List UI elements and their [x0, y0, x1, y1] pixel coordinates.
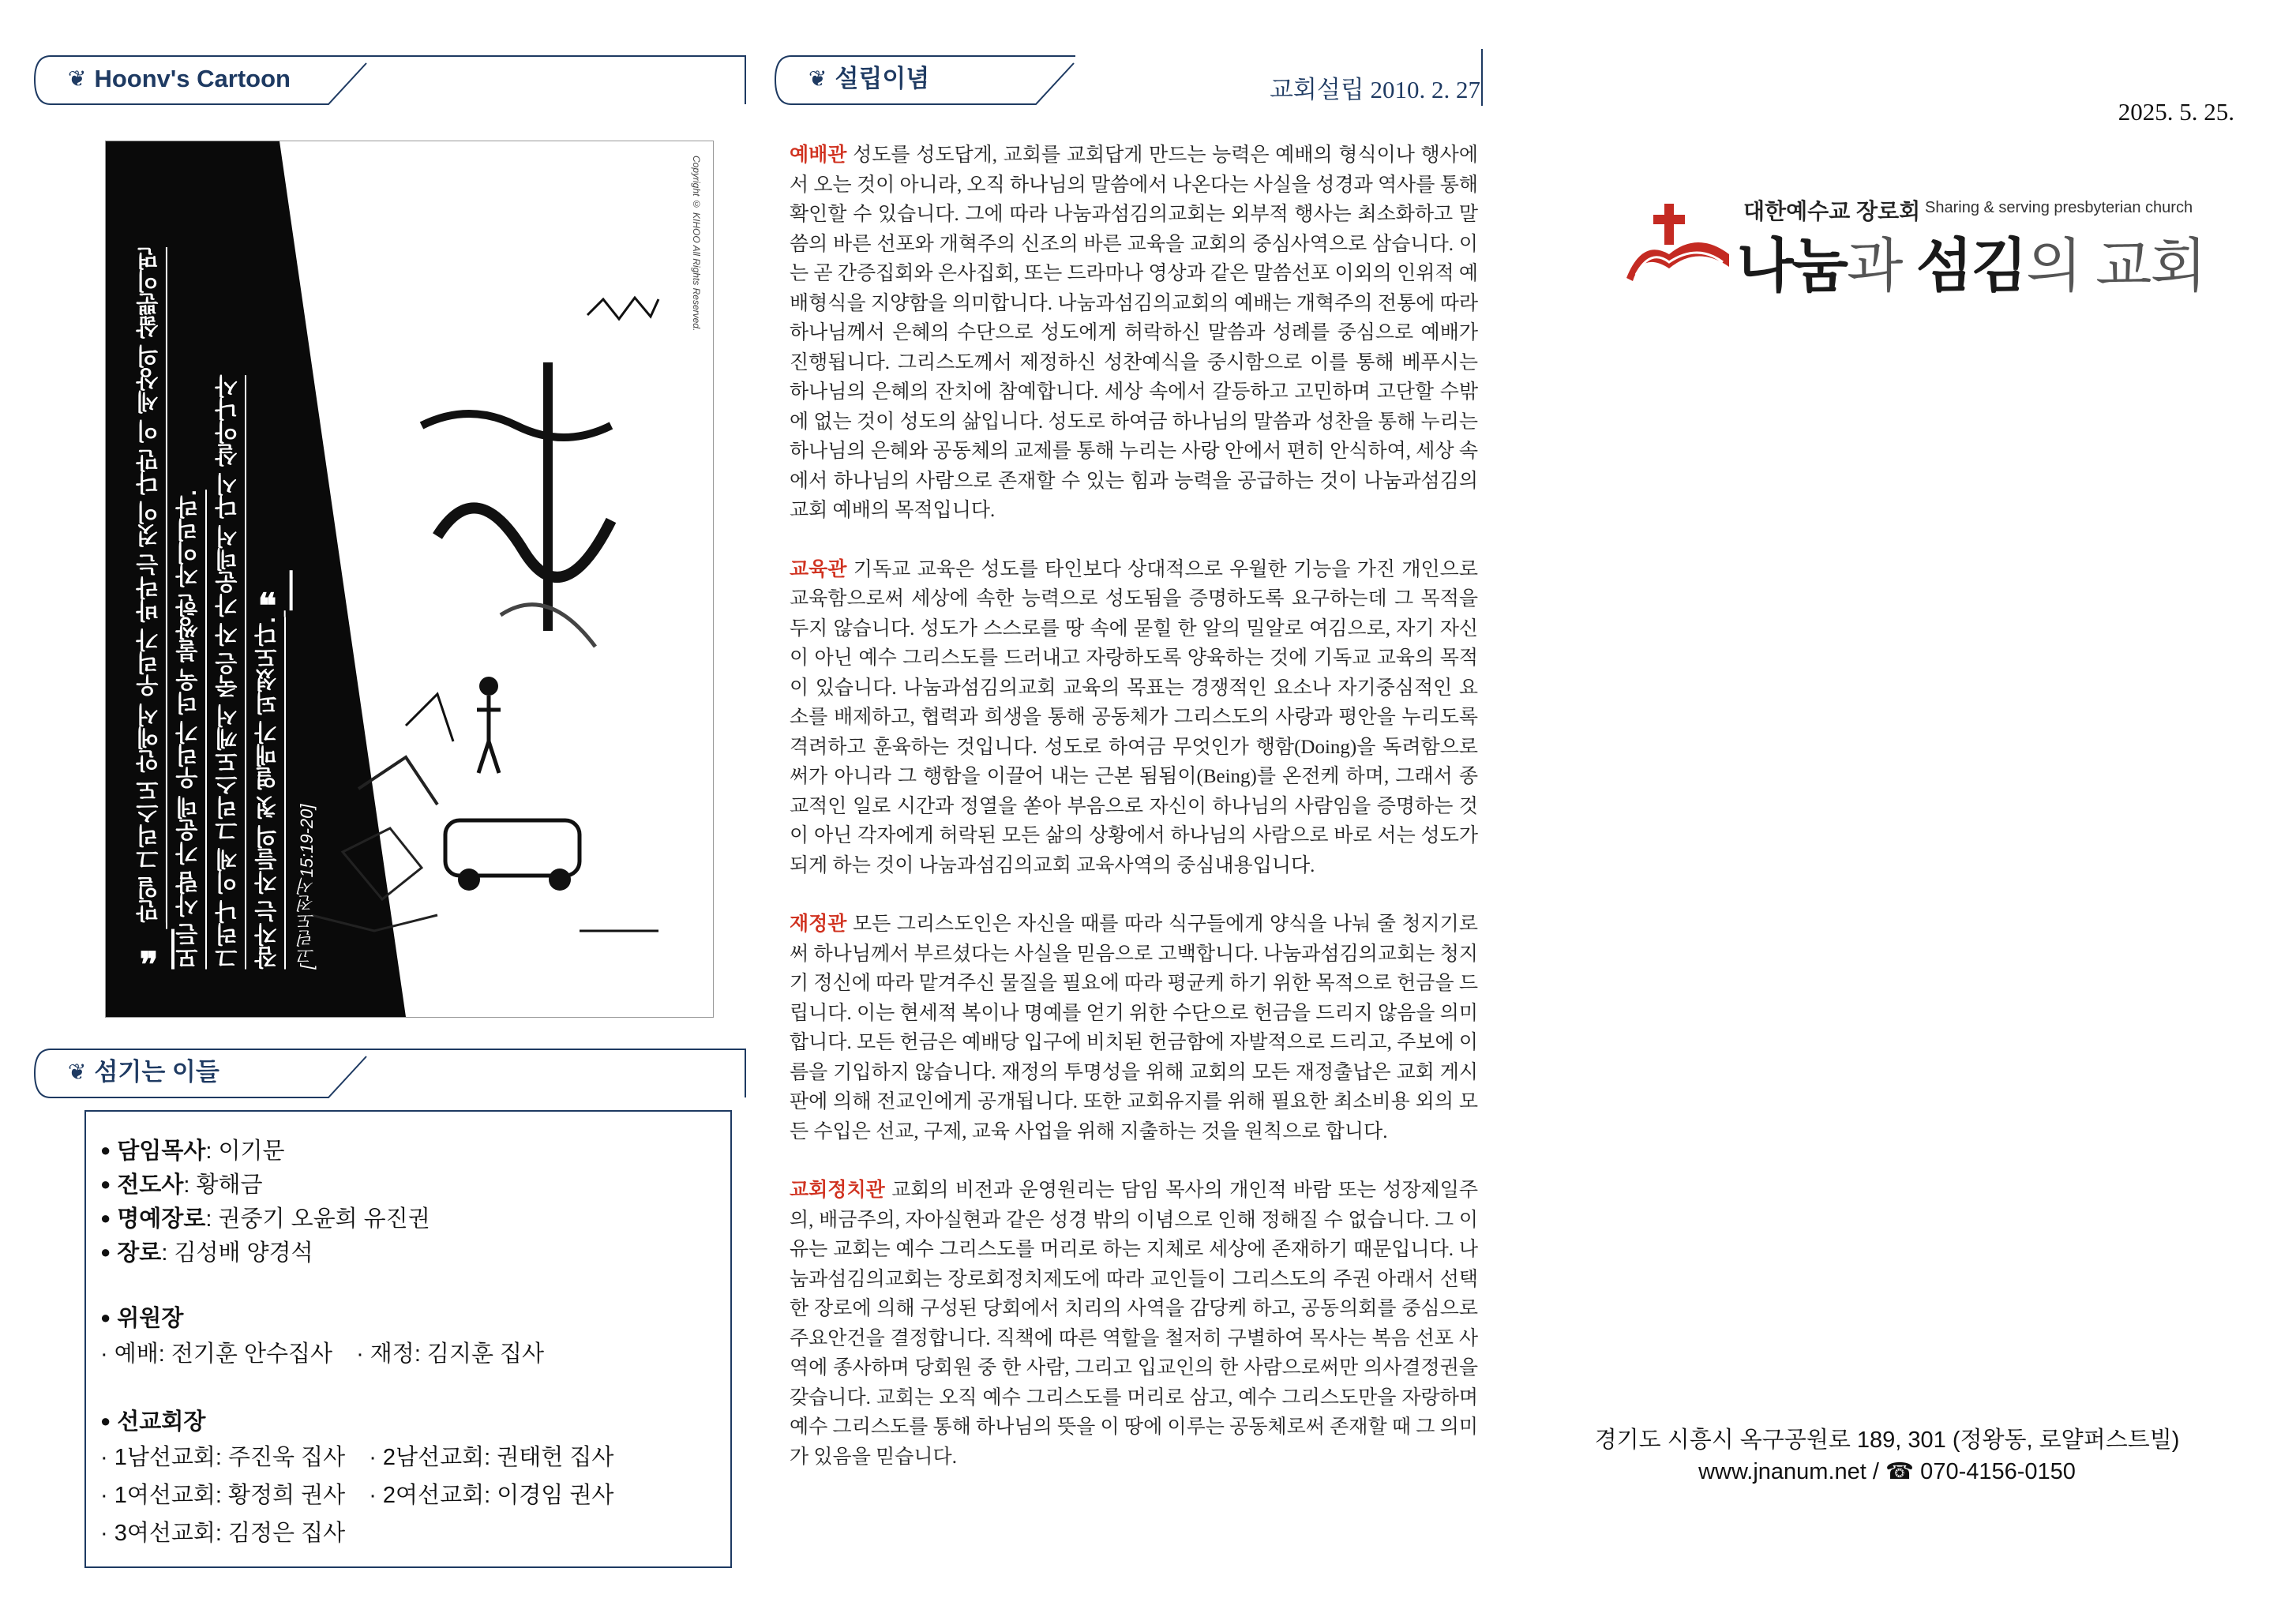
leaf-icon: ❦ — [68, 66, 87, 91]
denomination: 대한예수교 장로회 — [1743, 199, 1921, 223]
servers-box — [84, 1110, 732, 1568]
verse-line-2: 모든 사람 가운데 우리가 더욱 불쌍한 자이리라. — [176, 490, 201, 970]
role-row: ● 장로: 김성배 양경석 — [100, 1240, 313, 1266]
servers-section-header — [35, 1049, 745, 1099]
mission-row — [100, 1439, 716, 1476]
divider — [1481, 49, 1483, 106]
bulletin-date: 2025. 5. 25. — [2118, 98, 2234, 126]
role-row: ● 전도사: 황해금 — [100, 1172, 263, 1198]
church-logo — [1619, 191, 2234, 298]
church-address: 경기도 시흥시 옥구공원로 189, 301 (정왕동, 로얄퍼스트빌) — [1594, 1428, 2180, 1453]
cross-book-logo-icon — [1619, 199, 1745, 286]
cartoon-section-title: Hoonv's Cartoon — [94, 65, 291, 92]
mission-heading: ● 선교회장 — [100, 1409, 206, 1435]
founding-paragraph: 교회정치관 교회의 비전과 운영원리는 담임 목사의 개인적 바람 또는 성장제일주의, 배금주의, 자아실현과 같은 성경 밖의 이념으로 인해 정해질 수 없습니다. 그 이유는 교회는 예수 그리스도를 머리로 하는 지체로 세상에 존재하기 때문입니다. 나눔과섬김의교회는 장로회정치제도에 따라 교인들이 그리스도의 주권 아래서 선택한 장로에 의해 구성된 당회에서 치리의 사역을 감당케 하고, 공동의회를 중심으로 주요안건을 결정합니다. 직책에 따른 역할을 철저히 구별하여 목사는 복음 선포 사역에 종사하며 당회원 중 한 사람, 그리고 입교인의 한 사람으로써만 의사결정권을 갖습니다. 교회는 오직 예수 그리스도를 머리로 삼고, 예수 그리스도만을 자랑하며 예수 그리스도를 통해 하나님의 뜻을 이 땅에 이루는 공동체로써 존재할 때 그 의미가 있음을 믿습니다. — [790, 1179, 1478, 1468]
contact-info — [1579, 1424, 2195, 1488]
mission-row — [100, 1476, 716, 1514]
cartoon-section-header — [35, 55, 745, 106]
paragraph-keyword: 교회정치관 — [790, 1179, 885, 1201]
servers-section-title: 섬기는 이들 — [94, 1058, 219, 1086]
role-row: ● 명예장로: 권중기 오윤희 유진권 — [100, 1206, 430, 1232]
founding-paragraph: 교육관 기독교 교육은 성도를 타인보다 상대적으로 우월한 기능을 가진 개인으로 교육함으로써 세상에 속한 능력으로 성도됨을 증명하도록 요구하는데 그 목적을 두지 않습니다. 성도가 스스로를 땅 속에 묻힐 한 알의 밀알로 여김으로, 자기 자신이 아닌 예수 그리스도를 드러내고 자랑하도록 양육하는 것에 기독교 교육의 목적이 있습니다. 나눔과섬김의교회 교육의 목표는 경쟁적인 요소나 자기중심적인 요소를 배제하고, 협력과 희생을 통해 공동체가 그리스도의 사랑과 평안을 누리도록 격려하고 훈육하는 것입니다. 성도로 하여금 무엇인가 행함(Doing)을 독려함으로써가 아니라 그 행함을 이끌어 내는 근본 됨됨이(Being)를 온전케 하며, 그래서 종교적인 일로 시간과 정열을 쏟아 부음으로 자신이 하나님의 사람임을 증명하는 것이 아닌 각자에게 허락된 모든 삶의 상황에서 하나님의 사람으로 바로 서는 성도가 되게 하는 것이 나눔과섬김의교회 교육사역의 중심내용입니다. — [790, 557, 1478, 876]
cartoon-image — [105, 141, 714, 1018]
cartoon-copyright: Copyright © KIHOO All Rights Reserved. — [691, 156, 702, 332]
english-church-name: Sharing & serving presbyterian church — [1925, 199, 2193, 216]
role-row: ● 담임목사: 이기문 — [100, 1139, 285, 1164]
committee-heading: ● 위원장 — [100, 1306, 184, 1331]
founding-paragraph: 예배관 성도를 성도답게, 교회를 교회답게 만드는 능력은 예배의 형식이나 행사에서 오는 것이 아니라, 오직 하나님의 말씀에서 나온다는 사실을 성경과 역사를 통해 확인할 수 있습니다. 그에 따라 나눔과섬김의교회는 외부적 행사는 최소화하고 말씀의 바른 선포와 개혁주의 신조의 바른 교육을 교회의 중심사역으로 삼습니다. 이는 곧 간증집회와 은사집회, 또는 드라마나 영상과 같은 말씀선포 이외의 인위적 예배형식을 지양함을 의미합니다. 나눔과섬김의교회의 예배는 개혁주의 전통에 따라 하나님께서 은혜의 수단으로 성도에게 허락하신 말씀과 성례를 중심으로 예배가 진행됩니다. 그리스도께서 제정하신 성찬예식을 중시함으로 이를 통해 베푸시는 하나님의 은혜의 잔치에 참예합니다. 세상 속에서 갈등하고 고민하며 고단할 수밖에 없는 것이 성도의 삶입니다. 성도로 하여금 하나님의 말씀과 성찬을 통해 누리는 하나님의 은혜와 공동체의 교제를 통해 누리는 사랑 안에서 편히 안식하여, 세상 속에서 하나님의 사람으로 존재할 수 있는 힘과 능력을 공급하는 것이 나눔과섬김의교회 예배의 목적입니다. — [790, 144, 1478, 521]
founding-section-title: 설립이념 — [835, 65, 930, 92]
church-web-phone: www.jnanum.net / ☎ 070-4156-0150 — [1698, 1459, 2076, 1484]
church-name: 나눔과 섬김의 교회 — [1737, 233, 2205, 298]
open-quote-mark: ❝ — [129, 929, 168, 970]
mission-item: · 1여선교회: 황정희 권사 — [100, 1483, 346, 1508]
verse-line-4: 잠자는 자들의 첫 열매가 되셨도다. — [255, 617, 280, 970]
committee-item: · 예배: 전기훈 안수집사 — [100, 1341, 333, 1367]
founding-paragraph: 재정관 모든 그리스도인은 자신을 때를 따라 식구들에게 양식을 나눠 줄 청지기로써 하나님께서 부르셨다는 사실을 믿음으로 고백합니다. 나눔과섬김의교회는 청지기 정신에 따라 맡겨주신 물질을 필요에 따라 평균케 하기 위한 목적으로 헌금을 드립니다. 이는 현세적 복이나 명예를 얻기 위한 수단으로 헌금을 드리지 않음을 의미합니다. 모든 헌금은 예배당 입구에 비치된 헌금함에 자발적으로 드리고, 주보에 이름을 기입하지 않습니다. 재정의 투명성을 위해 교회의 모든 재정출납은 교회 게시판에 의해 전교인에게 공개됩니다. 또한 교회유지를 위해 필요한 최소비용 외의 모든 수입은 선교, 구제, 교육 사업을 위해 지출하는 것을 원칙으로 합니다. — [790, 913, 1478, 1142]
founding-body — [790, 141, 1478, 1501]
close-quote-mark: ❞ — [248, 570, 287, 611]
committee-row — [100, 1335, 716, 1373]
mission-item: · 2여선교회: 이경임 권사 — [369, 1483, 614, 1508]
mission-item: · 3여선교회: 김정은 집사 — [100, 1521, 346, 1546]
mission-row — [100, 1514, 716, 1552]
leaf-icon: ❦ — [68, 1060, 87, 1084]
mission-item: · 1남선교회: 주진욱 집사 — [100, 1445, 346, 1470]
paragraph-keyword: 교육관 — [790, 557, 847, 580]
paragraph-keyword: 재정관 — [790, 913, 847, 935]
founding-date: 교회설립 2010. 2. 27 — [1269, 76, 1480, 103]
paragraph-keyword: 예배관 — [790, 144, 847, 166]
verse-line-1: 만일 그리스도 안에서 우리가 바라는 것이 다만 이 세상의 삶뿐이면 — [137, 247, 162, 923]
cartoon-verse — [129, 247, 327, 970]
mission-item: · 2남선교회: 권태헌 집사 — [369, 1445, 614, 1470]
verse-reference: [고린도전서15:19-20] — [297, 804, 317, 970]
verse-line-3: 그러나 이제 그리스도께서 죽은 자 가운데서 다시 살아나사 — [216, 375, 241, 970]
leaf-icon: ❦ — [808, 66, 827, 91]
committee-item: · 재정: 김지훈 집사 — [356, 1341, 545, 1367]
